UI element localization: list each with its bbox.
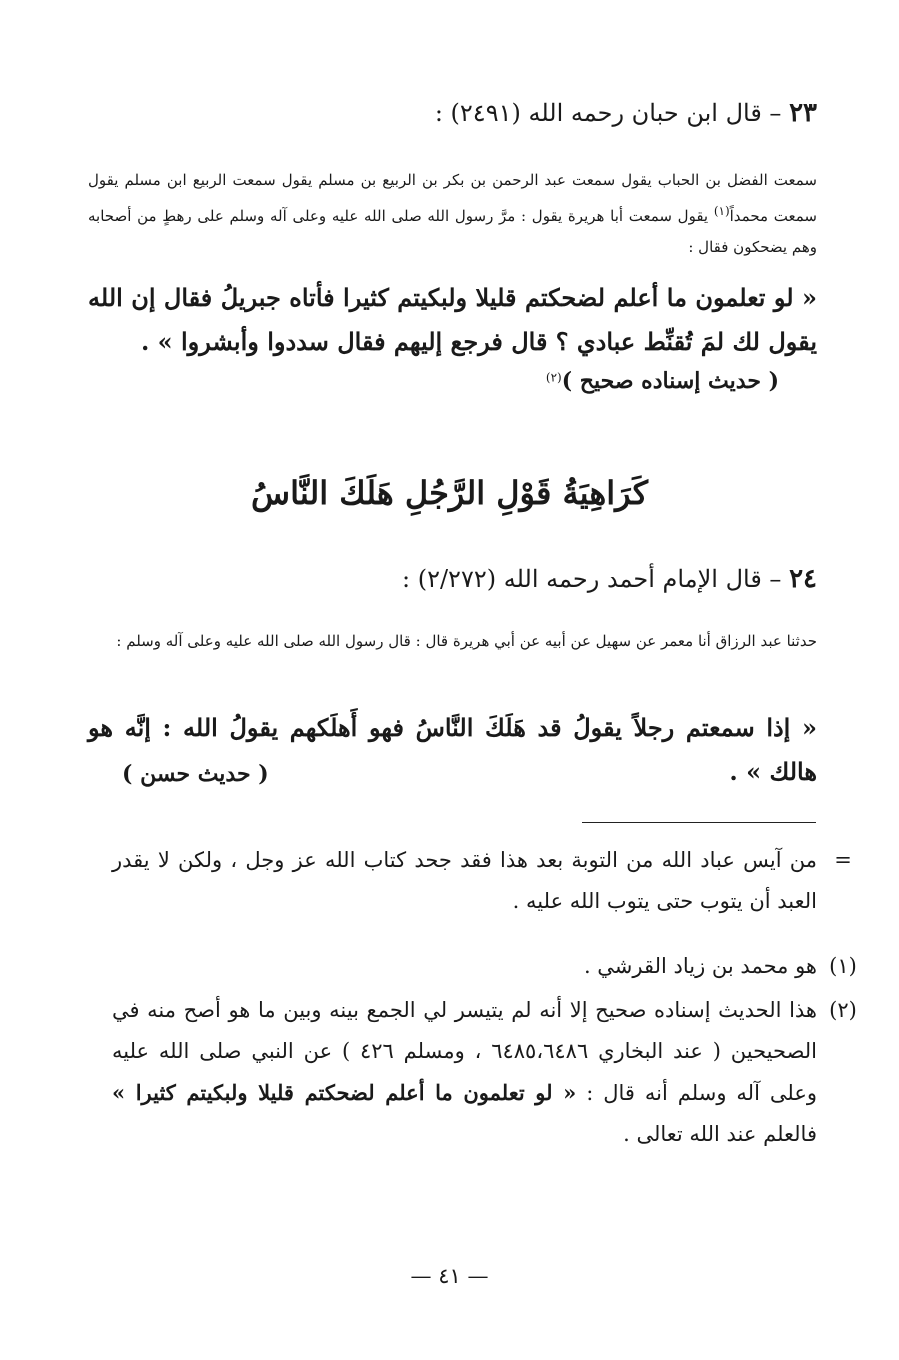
footnote-continuation xyxy=(112,840,852,922)
footnote-2-label: (٢) xyxy=(829,998,857,1022)
entry-23-grade-line xyxy=(88,368,779,394)
entry-23-heading-text: – قال ابن حبان رحمه الله (٢٤٩١) : xyxy=(434,99,782,127)
footnote-ref-2: (٢) xyxy=(545,370,562,385)
footnote-2 xyxy=(112,990,857,1155)
page-number: — ٤١ — xyxy=(410,1264,489,1288)
footnote-2-text: هذا الحديث إسناده صحيح إلا أنه لم يتيسر لي الجمع بينه وبين ما هو أصح منه في الصحيحين ( عند البخاري ٦٤٨٥،٦٤٨٦ ، ومسلم ٤٢٦ ) عن النبي صلى الله عليه وعلى آله وسلم أنه قال : xyxy=(112,998,818,1105)
footnote-2-quote: « لو تعلمون ما أعلم لضحكتم قليلا ولبكيتم كثيرا » xyxy=(112,1080,577,1105)
footnote-1-label: (١) xyxy=(829,954,857,978)
entry-24-grade: ( حديث حسن ) xyxy=(122,761,269,787)
footnote-2-tail: فالعلم عند الله تعالى . xyxy=(623,1122,817,1146)
entry-23-chain-part-b: يقول سمعت أبا هريرة يقول : مرَّ رسول الله صلى الله عليه وعلى آله وسلم على رهطٍ من أصحابه وهم يضحكون فقال : xyxy=(88,207,817,256)
footnote-continuation-text: من آيس عباد الله من التوبة بعد هذا فقد جحد كتاب الله عز وجل ، ولكن لا يقدر العبد أن يتوب حتى يتوب الله عليه . xyxy=(112,848,817,913)
footnote-divider xyxy=(582,822,816,823)
entry-24-heading-text: – قال الإمام أحمد رحمه الله (٢/٢٧٢) : xyxy=(402,565,782,593)
entry-23-grade: ( حديث إسناده صحيح ) xyxy=(561,368,779,394)
entry-24-chain: حدثنا عبد الرزاق أنا معمر عن سهيل عن أبيه عن أبي هريرة قال : قال رسول الله صلى الله عليه وعلى آله وسلم : xyxy=(116,632,817,650)
entry-24-heading xyxy=(88,562,817,596)
footnote-1-text: هو محمد بن زياد القرشي . xyxy=(583,954,817,978)
entry-23-heading xyxy=(88,96,817,130)
footnote-ref-1: (١) xyxy=(713,204,730,218)
chapter-title: كَرَاهِيَةُ قَوْلِ الرَّجُلِ هَلَكَ النَّاسُ xyxy=(251,474,648,512)
footnote-1 xyxy=(112,946,857,987)
continuation-mark: = xyxy=(834,848,852,872)
entry-23-chain-part-a: سمعت الفضل بن الحباب يقول سمعت عبد الرحمن بن بكر بن الربيع بن مسلم يقول سمعت الربيع ابن مسلم يقول سمعت محمداً xyxy=(88,171,817,225)
entry-23-number: ٢٣ xyxy=(789,98,817,128)
entry-23-chain xyxy=(88,165,817,263)
entry-23-hadith: « لو تعلمون ما أعلم لضحكتم قليلا ولبكيتم كثيرا فأتاه جبريلُ فقال إن الله يقول لك لمَ تُقنِّط عبادي ؟ قال فرجع إليهم فقال سددوا وأبشروا » . xyxy=(88,283,817,356)
entry-24-number: ٢٤ xyxy=(789,564,817,594)
entry-24-hadith: « إذا سمعتم رجلاً يقولُ قد هَلَكَ النَّاسُ فهو أَهلَكهم يقولُ الله : إنَّه هو هالك » . xyxy=(88,713,817,786)
